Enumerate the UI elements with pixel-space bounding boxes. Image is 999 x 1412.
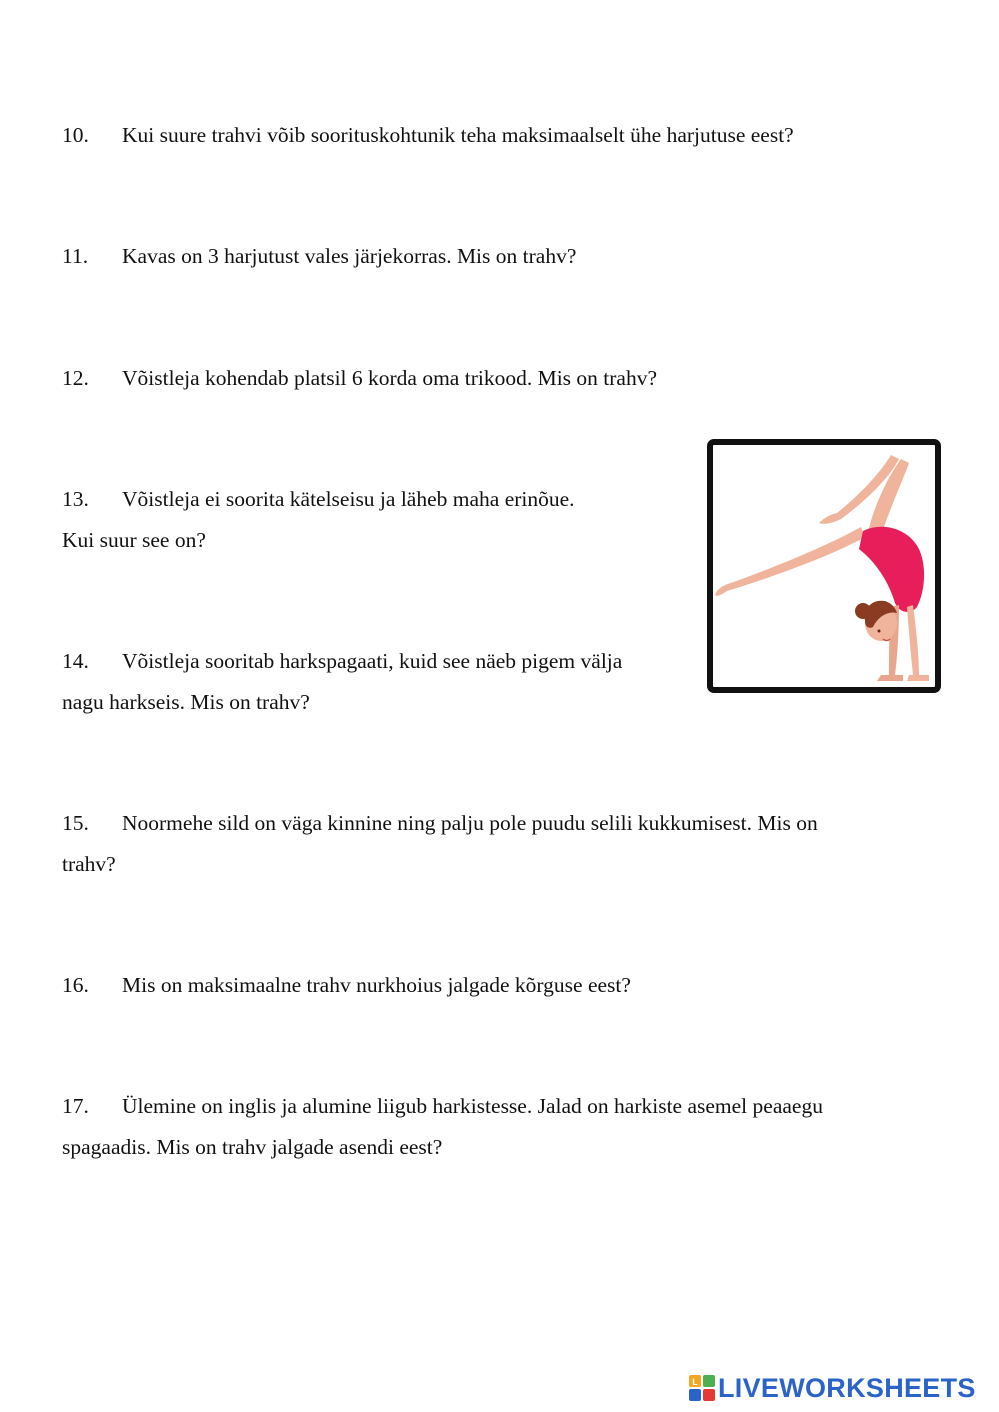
question-number: 12.: [62, 366, 89, 390]
question-text-continued: trahv?: [62, 852, 116, 876]
question-text: Kavas on 3 harjutust vales järjekorras. Mis on trahv?: [122, 244, 577, 268]
question-text: Mis on maksimaalne trahv nurkhoius jalgade kõrguse eest?: [122, 973, 631, 997]
question-text: Noormehe sild on väga kinnine ning palju pole puudu selili kukkumisest. Mis on: [122, 811, 818, 835]
question-number: 11.: [62, 244, 89, 268]
question-number: 14.: [62, 649, 89, 673]
question-text-continued: nagu harkseis. Mis on trahv?: [62, 690, 310, 714]
gymnast-handstand-illustration: [713, 445, 935, 687]
question-number: 16.: [62, 973, 89, 997]
question-16: [62, 965, 631, 1006]
question-text: Ülemine on inglis ja alumine liigub harkistesse. Jalad on harkiste asemel peaaegu: [122, 1094, 823, 1118]
liveworksheets-brand: [689, 1372, 976, 1404]
brand-text: LIVEWORKSHEETS: [718, 1373, 976, 1403]
question-number: 15.: [62, 811, 89, 835]
question-text-continued: Kui suur see on?: [62, 528, 206, 552]
liveworksheets-logo-icon: [689, 1375, 715, 1401]
question-17: [62, 1086, 823, 1168]
question-15: [62, 803, 818, 885]
question-10: [62, 115, 794, 156]
question-14: [62, 641, 622, 723]
question-13: [62, 479, 575, 561]
question-number: 10.: [62, 123, 89, 147]
question-number: 13.: [62, 487, 89, 511]
question-number: 17.: [62, 1094, 89, 1118]
question-text: Kui suure trahvi võib soorituskohtunik teha maksimaalselt ühe harjutuse eest?: [122, 123, 794, 147]
gymnast-illustration-frame: [707, 439, 941, 693]
question-text: Võistleja kohendab platsil 6 korda oma trikood. Mis on trahv?: [122, 366, 658, 390]
question-text-continued: spagaadis. Mis on trahv jalgade asendi eest?: [62, 1135, 443, 1159]
question-text: Võistleja ei soorita kätelseisu ja läheb maha erinõue.: [122, 487, 575, 511]
question-text: Võistleja sooritab harkspagaati, kuid see näeb pigem välja: [122, 649, 623, 673]
question-11: [62, 236, 576, 277]
question-12: [62, 358, 657, 399]
logo-letter-l: L: [692, 1377, 698, 1387]
